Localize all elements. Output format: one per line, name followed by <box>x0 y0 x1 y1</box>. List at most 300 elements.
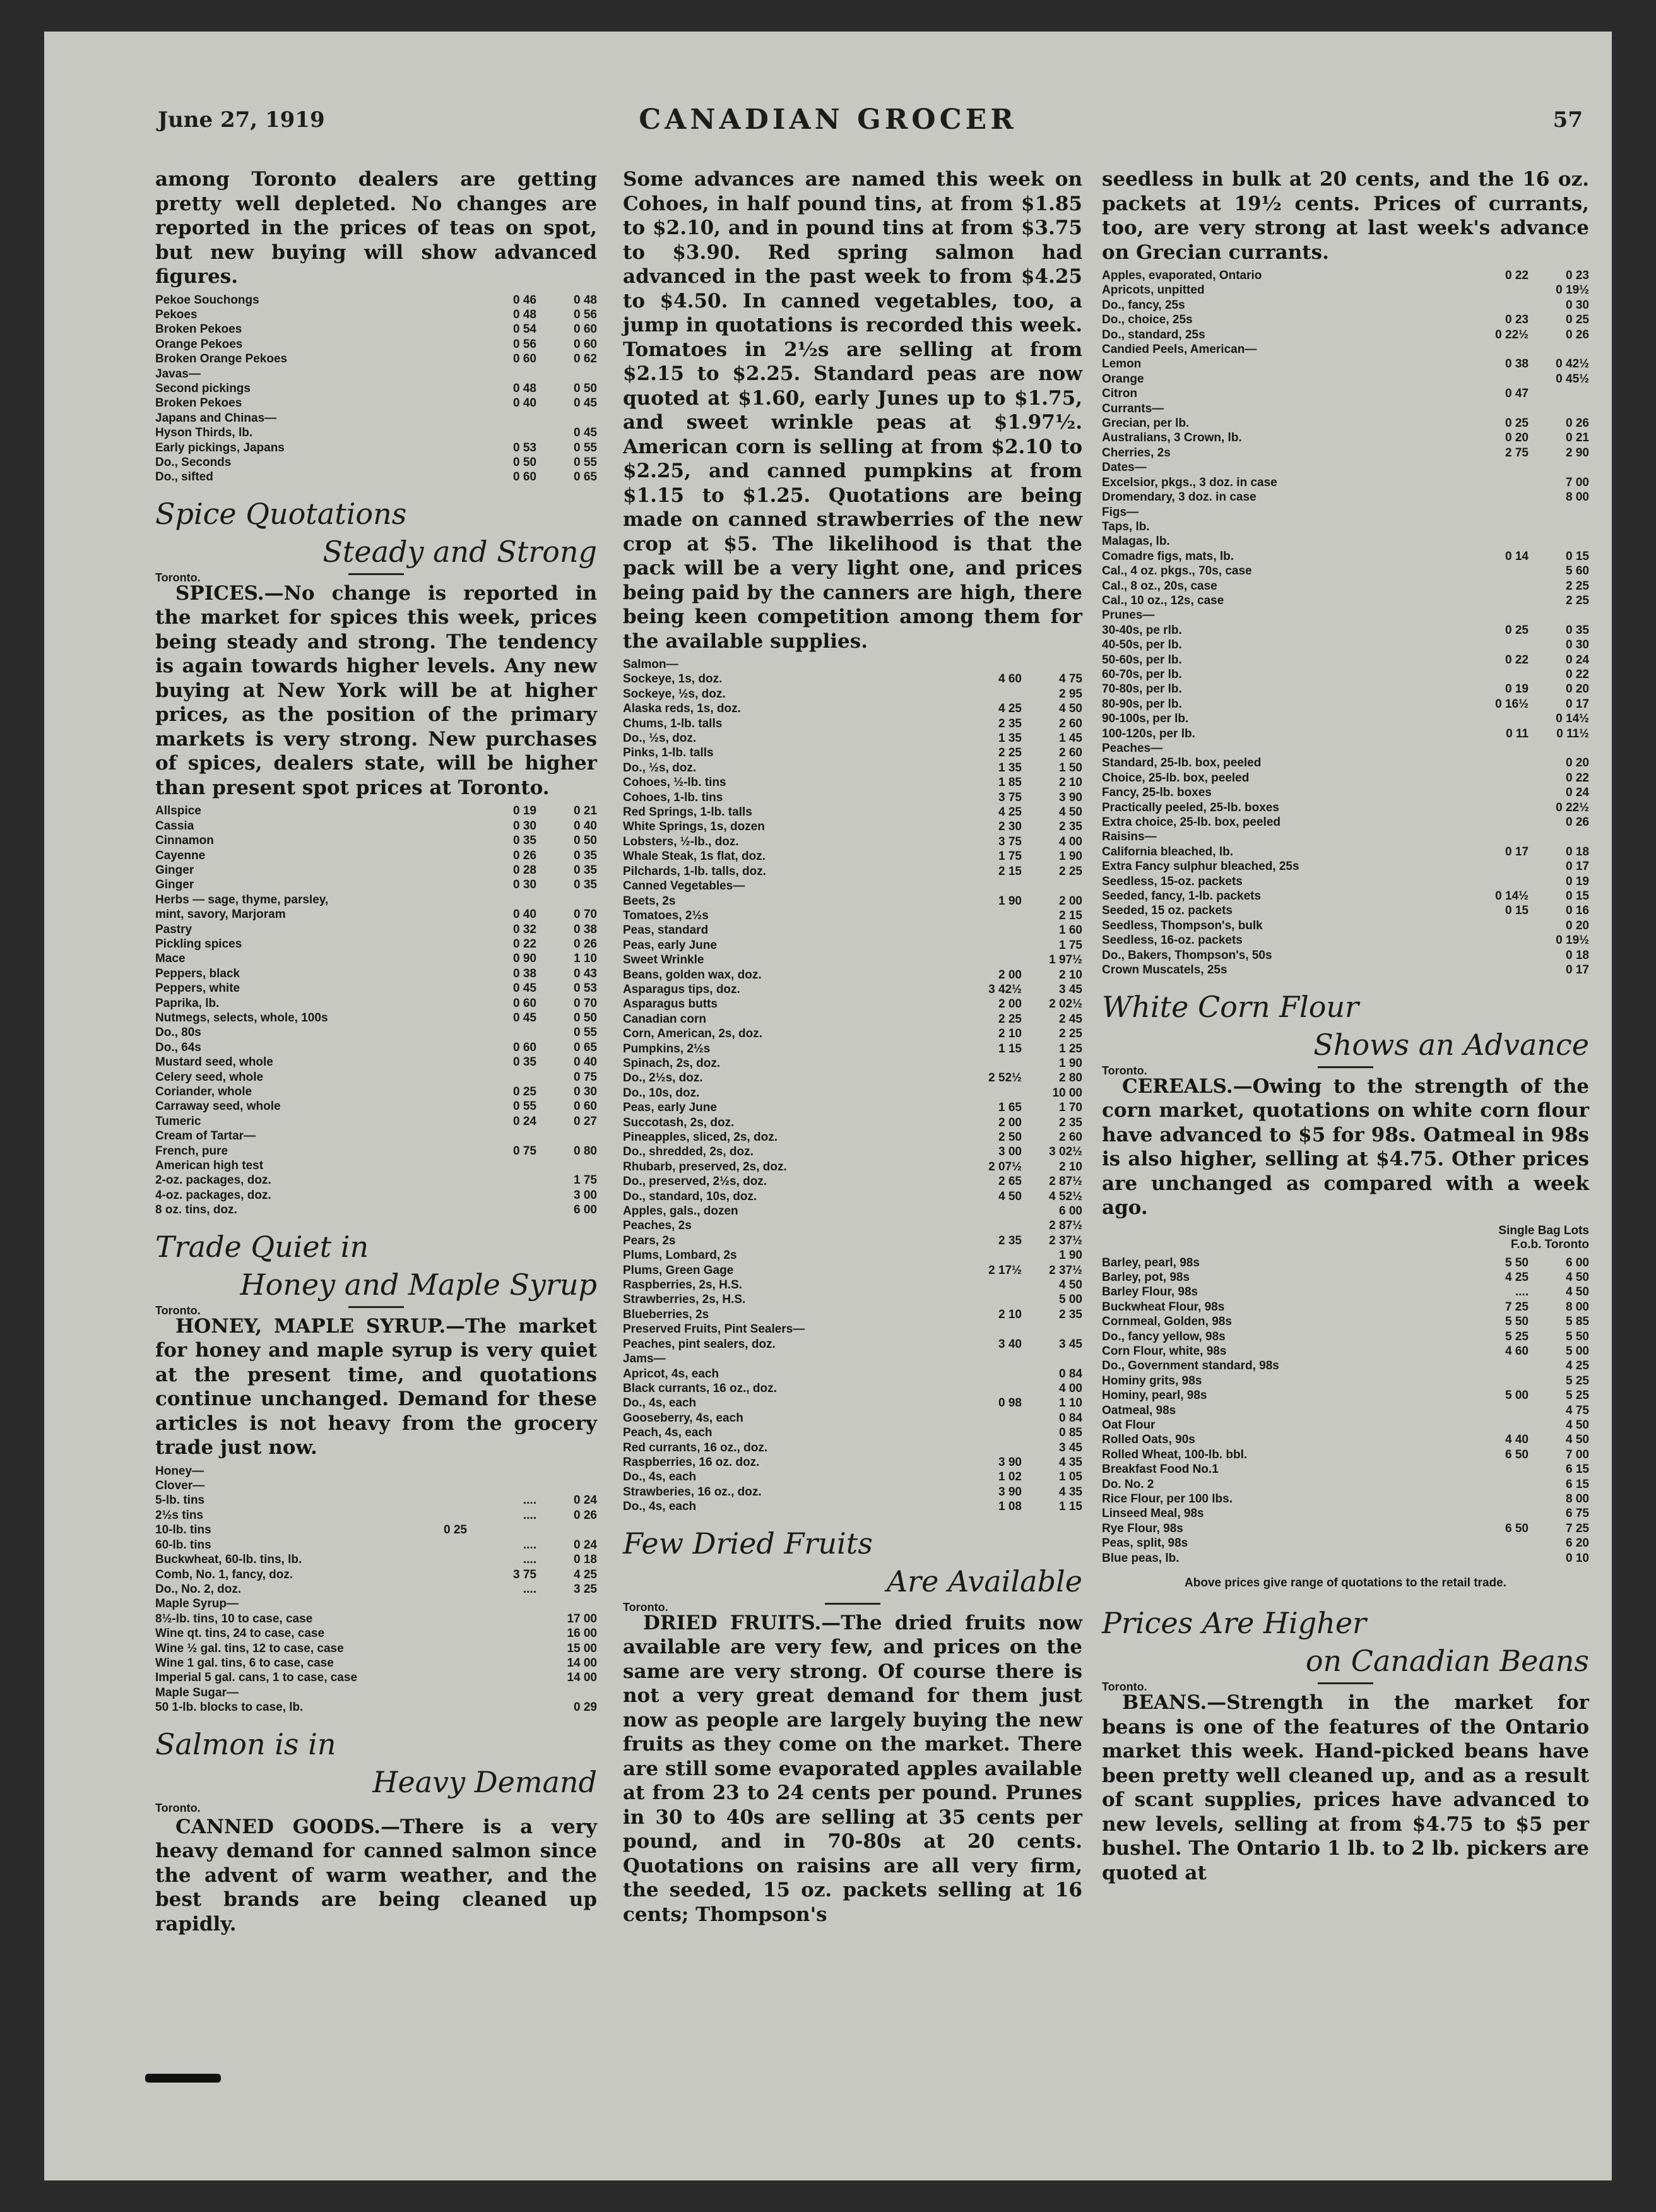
item-name: Do., Seconds <box>155 455 232 469</box>
price-cell: 0 22 <box>513 937 536 951</box>
price-cell <box>1459 520 1529 534</box>
item-name: Seedless, 16-oz. packets <box>1102 934 1243 948</box>
item-name: Beans, golden wax, doz. <box>623 968 762 982</box>
item-name: Dromendary, 3 doz. in case <box>1102 491 1257 504</box>
price-cell: 3 90 <box>998 1455 1022 1469</box>
cereals-table <box>1102 1256 1589 1566</box>
item-name: Peaches, 2s <box>623 1219 692 1233</box>
item-name: Pekoe Souchongs <box>155 293 259 307</box>
dried-heading-line1: Few Dried Fruits <box>623 1526 873 1561</box>
price-cell <box>398 1464 467 1478</box>
table-row <box>623 923 1082 937</box>
price-cell <box>398 1670 467 1685</box>
price-cell: 0 25 <box>1505 623 1529 637</box>
item-name: Grecian, per lb. <box>1102 417 1190 431</box>
item-name: 2½s tins <box>155 1508 204 1522</box>
price-cell: 0 28 <box>513 863 536 877</box>
price-cell: 0 60 <box>513 996 536 1010</box>
price-cell: 0 43 <box>574 966 597 980</box>
price-cell: .... <box>523 1538 536 1552</box>
item-name: Do., preserved, 2½s, doz. <box>623 1175 767 1189</box>
item-name: Cherries, 2s <box>1102 446 1171 460</box>
price-cell: 4 00 <box>1059 835 1082 848</box>
price-cell: 1 08 <box>998 1500 1022 1514</box>
price-cell <box>467 1523 536 1537</box>
divider <box>348 1306 404 1308</box>
price-cell <box>398 1686 467 1700</box>
item-name: Fancy, 25-lb. boxes <box>1102 786 1212 800</box>
price-cell: 1 85 <box>998 776 1022 790</box>
price-cell <box>467 1025 536 1040</box>
table-row <box>1102 431 1589 445</box>
item-name: Do., No. 2, doz. <box>155 1582 242 1596</box>
price-cell <box>467 1188 536 1203</box>
table-row <box>155 863 597 877</box>
price-cell: 5 50 <box>1505 1315 1529 1329</box>
table-row <box>1102 711 1589 726</box>
item-name: Carraway seed, whole <box>155 1100 281 1114</box>
table-row <box>155 951 597 966</box>
table-row <box>1102 653 1589 667</box>
table-row <box>623 849 1082 864</box>
price-cell: 0 35 <box>574 848 597 862</box>
table-row <box>1102 1506 1589 1521</box>
price-cell <box>398 1582 467 1597</box>
price-cell <box>1459 460 1529 475</box>
item-name: Do., 80s <box>155 1026 201 1040</box>
table-row <box>623 1012 1082 1026</box>
price-cell <box>398 1700 467 1715</box>
item-name: Peaches— <box>1102 742 1163 755</box>
honey-heading-line2: Honey and Maple Syrup <box>240 1267 597 1302</box>
table-row <box>623 1485 1082 1499</box>
table-row <box>1102 638 1589 652</box>
cereals-article: CEREALS.—Owing to the strength of the corn market, quotations on white corn flour have advanced to $5 for 98s. Oatmeal in 98s is also higher, selling at $4.75. Other prices are unchanged as compared with a week ago. <box>1102 1074 1589 1219</box>
item-name: Honey— <box>155 1464 204 1478</box>
price-cell: 0 17 <box>1566 860 1589 874</box>
price-cell: 2 02½ <box>1049 997 1082 1011</box>
price-cell: 2 15 <box>1059 908 1082 922</box>
table-row <box>1102 1448 1589 1462</box>
price-cell: 0 60 <box>574 323 597 336</box>
price-cell: .... <box>523 1582 536 1596</box>
price-cell: 2 30 <box>998 820 1022 834</box>
item-name: Orange <box>1102 372 1144 386</box>
item-name: Asparagus butts <box>623 997 718 1011</box>
price-cell <box>952 687 1022 701</box>
price-cell <box>398 1567 467 1582</box>
item-name: Extra Fancy sulphur bleached, 25s <box>1102 860 1299 874</box>
item-name: 80-90s, per lb. <box>1102 697 1182 711</box>
table-row <box>623 1174 1082 1189</box>
price-cell: 0 17 <box>1566 697 1589 711</box>
table-row <box>623 1189 1082 1204</box>
price-cell: .... <box>523 1494 536 1507</box>
table-row <box>623 864 1082 879</box>
price-cell: 0 50 <box>574 1011 597 1025</box>
price-cell: 0 85 <box>1059 1426 1082 1440</box>
item-name: Corn Flour, white, 98s <box>1102 1344 1227 1358</box>
price-cell <box>1459 1492 1529 1506</box>
price-cell <box>1459 475 1529 490</box>
item-name: Canadian corn <box>623 1012 706 1026</box>
item-name: Clover— <box>155 1479 205 1493</box>
table-row <box>1102 948 1589 963</box>
spice-heading-line1: Spice Quotations <box>155 496 407 531</box>
item-name: Spinach, 2s, doz. <box>623 1056 721 1070</box>
price-cell: 0 48 <box>513 307 536 321</box>
price-cell <box>1459 564 1529 578</box>
item-name: Cal., 8 oz., 20s, case <box>1102 579 1217 593</box>
item-name: Do., 4s, each <box>623 1500 697 1514</box>
table-row <box>1102 1300 1589 1314</box>
item-name: Black currants, 16 oz., doz. <box>623 1381 777 1395</box>
table-row <box>155 1114 597 1129</box>
corn-heading-line2: Shows an Advance <box>1313 1027 1589 1062</box>
item-name: California bleached, lb. <box>1102 845 1233 859</box>
item-name: 30-40s, pe rlb. <box>1102 623 1182 637</box>
item-name: Maple Syrup— <box>155 1597 239 1611</box>
table-row <box>623 1322 1082 1336</box>
price-cell: 8 00 <box>1566 491 1589 504</box>
item-name: Succotash, 2s, doz. <box>623 1115 735 1129</box>
price-cell <box>1459 771 1529 785</box>
price-cell: 14 00 <box>567 1656 597 1670</box>
price-cell: 0 27 <box>574 1114 597 1128</box>
price-cell: 0 55 <box>574 1026 597 1040</box>
table-row <box>1102 549 1589 564</box>
table-row <box>1102 1256 1589 1270</box>
item-name: French, pure <box>155 1144 228 1158</box>
table-row <box>623 1071 1082 1085</box>
price-cell: 0 55 <box>574 455 597 469</box>
table-row <box>623 1218 1082 1233</box>
price-cell <box>398 1597 467 1611</box>
price-cell <box>952 1381 1022 1396</box>
table-row <box>1102 1388 1589 1403</box>
price-cell: 0 56 <box>574 307 597 321</box>
item-name: Cream of Tartar— <box>155 1129 256 1143</box>
price-cell <box>467 1070 536 1085</box>
dried-fruits-article: DRIED FRUITS.—The dried fruits now available are very few, and prices on the same are very strong. Of course there is not a very great demand for them just now as people are largely buying the new fruits as they come on the market. There are still some evaporated apples available at from 23 to 24 cents per pound. Prunes in 30 to 40s are selling at 35 cents per pound, and in 70-80s at 20 cents. Quotations on raisins are all very firm, the seeded, 15 oz. packets selling at 16 cents; Thompson's <box>623 1611 1082 1926</box>
price-cell: 0 18 <box>1566 845 1589 859</box>
price-cell: 2 95 <box>1059 687 1082 701</box>
price-cell: 0 90 <box>513 952 536 966</box>
price-cell: 0 40 <box>513 396 536 410</box>
price-cell: 0 30 <box>574 1085 597 1098</box>
item-name: Seedless, Thompson's, bulk <box>1102 919 1263 932</box>
table-row <box>155 877 597 892</box>
table-row <box>623 1455 1082 1470</box>
table-row <box>1102 1285 1589 1299</box>
dateline: Toronto. <box>1102 1064 1147 1077</box>
price-cell <box>1022 1322 1082 1336</box>
item-name: Do., ½s, doz. <box>623 732 697 746</box>
item-name: Do., Government standard, 98s <box>1102 1359 1279 1373</box>
price-cell <box>1459 874 1529 889</box>
price-cell: 0 22 <box>1566 771 1589 785</box>
price-cell: 0 38 <box>1505 357 1529 371</box>
price-cell: 4 00 <box>1059 1381 1082 1395</box>
price-cell: 1 97½ <box>1049 953 1082 967</box>
item-name: Rice Flour, per 100 lbs. <box>1102 1492 1233 1506</box>
table-row <box>155 1055 597 1069</box>
price-cell: 4 50 <box>1059 702 1082 716</box>
item-name: Peppers, white <box>155 982 240 996</box>
item-name: Peas, standard <box>623 924 709 937</box>
price-cell: 0 24 <box>513 1114 536 1128</box>
table-row <box>1102 815 1589 830</box>
price-cell: 3 75 <box>513 1567 536 1581</box>
item-name: Pastry <box>155 922 192 936</box>
price-cell: 0 48 <box>513 381 536 395</box>
table-row <box>623 701 1082 716</box>
price-cell <box>1529 520 1589 534</box>
item-name: Dates— <box>1102 461 1147 475</box>
price-cell <box>1459 815 1529 830</box>
price-cell: 0 16½ <box>1495 697 1529 711</box>
table-row <box>623 938 1082 953</box>
price-cell <box>398 1626 467 1641</box>
price-cell <box>1459 401 1529 416</box>
table-row <box>1102 963 1589 977</box>
table-row <box>623 1470 1082 1484</box>
table-row <box>1102 505 1589 520</box>
item-name: Do., ½s, doz. <box>623 761 697 775</box>
item-name: Hominy, pearl, 98s <box>1102 1389 1207 1403</box>
price-cell <box>1459 1506 1529 1521</box>
price-cell: 0 17 <box>1566 963 1589 977</box>
table-row <box>155 307 597 322</box>
price-cell: 0 25 <box>513 1085 536 1098</box>
price-cell: 2 15 <box>998 864 1022 878</box>
price-cell: 5 25 <box>1566 1389 1589 1403</box>
item-name: Wine 1 gal. tins, 6 to case, case <box>155 1656 334 1670</box>
price-cell <box>467 1626 536 1641</box>
table-row <box>1102 1359 1589 1373</box>
price-cell: 0 65 <box>574 470 597 484</box>
table-row <box>1102 903 1589 918</box>
table-row <box>155 1099 597 1114</box>
price-cell: 2 35 <box>998 717 1022 730</box>
table-row <box>1102 667 1589 682</box>
table-row <box>1102 771 1589 785</box>
salmon-article: CANNED GOODS.—There is a very heavy demand for canned salmon since the advent of warm weather, and the best brands are being cleaned up rapidly. <box>155 1815 597 1936</box>
price-cell <box>1459 1374 1529 1388</box>
ink-smudge <box>145 2074 221 2083</box>
item-name: Pineapples, sliced, 2s, doz. <box>623 1131 778 1144</box>
item-name: Cohoes, ½-lb. tins <box>623 776 726 790</box>
price-cell: 0 62 <box>574 352 597 366</box>
price-cell <box>467 1656 536 1670</box>
table-row <box>1102 1462 1589 1477</box>
price-cell <box>952 657 1022 672</box>
spice-price-table <box>155 804 597 1217</box>
price-cell: 4 60 <box>1505 1344 1529 1358</box>
item-name: Prunes— <box>1102 609 1155 622</box>
price-cell: 5 85 <box>1566 1315 1589 1329</box>
price-cell: 0 35 <box>574 878 597 892</box>
item-name: 2-oz. packages, doz. <box>155 1174 271 1187</box>
price-cell: 4 52½ <box>1049 1189 1082 1203</box>
price-cell: 0 19 <box>513 804 536 818</box>
price-cell: 0 19 <box>1566 874 1589 888</box>
price-cell: 5 25 <box>1505 1329 1529 1343</box>
item-name: Early pickings, Japans <box>155 441 285 455</box>
item-name: Buckwheat, 60-lb. tins, lb. <box>155 1553 302 1567</box>
price-cell: 1 75 <box>998 850 1022 864</box>
table-row <box>623 805 1082 819</box>
price-cell: 1 35 <box>998 732 1022 746</box>
price-cell <box>952 1204 1022 1218</box>
salmon-continued: Some advances are named this week on Cohoes, in half pound tins, at from $1.85 to $2.10, and in pound tins at from $3.75 to $3.90. Red spring salmon had advanced in the past week to from $4.25 to $4.50. In canned vegetables, too, a jump in quotations is recorded this week. Tomatoes in 2½s are selling at from $2.15 to $2.25. Standard peas are now quoted at $1.60, early Junes up to $1.75, and sweet wrinkle peas at $1.97½. American corn is selling at from $2.10 to $2.25, and canned pumpkins at from $1.15 to $1.25. Quotations are being made on canned strawberries of the new crop at $5. The likelihood is that the pack will be a very light one, and prices being paid by the canners are high, there being keen competition among them for the available supplies. <box>623 168 1082 653</box>
table-row <box>623 1381 1082 1396</box>
table-row <box>155 293 597 307</box>
table-row <box>1102 283 1589 297</box>
price-cell: 1 70 <box>1059 1101 1082 1115</box>
price-cell <box>398 1656 467 1670</box>
item-name: Ginger <box>155 863 194 877</box>
price-cell: 2 87½ <box>1049 1175 1082 1189</box>
item-name: 60-70s, per lb. <box>1102 667 1182 681</box>
price-cell <box>952 938 1022 953</box>
price-cell <box>1459 1477 1529 1492</box>
price-cell: 2 25 <box>998 746 1022 760</box>
price-cell: 0 60 <box>513 470 536 484</box>
column-3 <box>1102 167 1589 1889</box>
price-cell: 3 40 <box>998 1337 1022 1351</box>
item-name: 50 1-lb. blocks to case, lb. <box>155 1701 304 1715</box>
price-cell: 0 30 <box>1566 638 1589 652</box>
price-cell: 3 75 <box>998 790 1022 804</box>
table-row <box>155 907 597 922</box>
price-cell: 0 40 <box>574 1055 597 1069</box>
table-row <box>1102 874 1589 889</box>
price-cell: 2 35 <box>1059 1307 1082 1321</box>
price-cell <box>952 953 1022 967</box>
item-name: Peas, early June <box>623 938 717 952</box>
price-cell: 0 24 <box>1566 786 1589 800</box>
price-cell <box>536 1686 597 1700</box>
column-2 <box>623 167 1082 1930</box>
price-cell: 3 25 <box>574 1582 597 1596</box>
table-row <box>155 352 597 366</box>
item-name: 60-lb. tins <box>155 1538 211 1552</box>
table-row <box>155 1538 597 1552</box>
price-cell: 3 00 <box>998 1145 1022 1159</box>
price-cell: 7 00 <box>1566 1448 1589 1461</box>
price-cell: 0 10 <box>1566 1551 1589 1565</box>
item-name: Barley Flour, 98s <box>1102 1285 1198 1299</box>
item-name: Raisins— <box>1102 830 1157 844</box>
price-cell: 1 60 <box>1059 924 1082 937</box>
price-cell: 0 15 <box>1505 904 1529 918</box>
table-row <box>155 381 597 396</box>
item-name: Apricots, unpitted <box>1102 283 1205 297</box>
cereals-column-header: Single Bag Lots <box>1498 1223 1589 1237</box>
table-row <box>1102 845 1589 859</box>
table-row <box>155 1478 597 1493</box>
table-row <box>155 1129 597 1143</box>
price-cell <box>952 1411 1022 1425</box>
item-name: Peaches, pint sealers, doz. <box>623 1337 776 1351</box>
item-name: Buckwheat Flour, 98s <box>1102 1300 1225 1314</box>
price-cell <box>952 1425 1022 1440</box>
price-cell <box>467 1612 536 1626</box>
divider <box>1318 1066 1373 1068</box>
price-cell: 4 35 <box>1059 1455 1082 1469</box>
item-name: 4-oz. packages, doz. <box>155 1188 271 1202</box>
price-cell: 4 25 <box>1566 1359 1589 1373</box>
price-cell: 0 55 <box>513 1100 536 1114</box>
price-cell: 2 87½ <box>1049 1219 1082 1233</box>
table-row <box>155 1641 597 1656</box>
item-name: Barley, pot, 98s <box>1102 1270 1190 1284</box>
price-cell: 4 50 <box>1566 1433 1589 1447</box>
table-row <box>623 790 1082 805</box>
table-row <box>155 1203 597 1217</box>
price-cell: 4 75 <box>1566 1403 1589 1417</box>
table-row <box>1102 1551 1589 1566</box>
price-cell <box>1459 490 1529 504</box>
price-cell: 0 35 <box>513 1055 536 1069</box>
table-row <box>623 1292 1082 1307</box>
item-name: 8½-lb. tins, 10 to case, case <box>155 1612 313 1626</box>
item-name: Paprika, lb. <box>155 996 220 1010</box>
item-name: Peppers, black <box>155 966 240 980</box>
price-cell: 2 35 <box>1059 820 1082 834</box>
cereals-column-subheader: F.o.b. Toronto <box>1510 1237 1589 1251</box>
table-row <box>623 672 1082 686</box>
price-cell: 0 11 <box>1506 727 1529 740</box>
price-cell: 0 32 <box>513 922 536 936</box>
price-cell <box>1529 401 1589 416</box>
table-row <box>155 1070 597 1085</box>
tea-price-table <box>155 293 597 485</box>
divider <box>825 1603 880 1605</box>
price-cell: 3 00 <box>574 1188 597 1202</box>
price-cell: 1 90 <box>1059 1056 1082 1070</box>
table-row <box>1102 446 1589 460</box>
price-cell: 4 25 <box>998 702 1022 716</box>
item-name: Broken Pekoes <box>155 323 242 336</box>
spice-article: SPICES.—No change is reported in the market for spices this week, prices being steady and strong. The tendency is again towards higher levels. Any new buying at New York will be at higher prices, as the position of the primary markets is very strong. New purchases of spices, dealers state, will be higher than present spot prices at Toronto. <box>155 581 597 799</box>
item-name: 90-100s, per lb. <box>1102 712 1189 726</box>
price-cell <box>467 425 536 440</box>
price-cell: 0 25 <box>1505 417 1529 431</box>
item-name: Do., Bakers, Thompson's, 50s <box>1102 948 1272 962</box>
price-cell <box>1529 342 1589 357</box>
price-cell <box>952 1278 1022 1292</box>
item-name: mint, savory, Marjoram <box>155 908 286 922</box>
price-cell <box>1459 298 1529 312</box>
price-cell <box>1459 919 1529 933</box>
table-row <box>155 396 597 410</box>
price-cell <box>952 1086 1022 1100</box>
price-cell <box>1459 608 1529 622</box>
price-cell: 0 55 <box>574 441 597 455</box>
price-cell: 1 50 <box>1059 761 1082 775</box>
table-row <box>1102 741 1589 756</box>
price-cell: 1 25 <box>1059 1042 1082 1055</box>
price-cell: 0 30 <box>513 878 536 892</box>
price-cell <box>1529 386 1589 401</box>
table-row <box>623 968 1082 982</box>
price-cell: 3 90 <box>998 1485 1022 1499</box>
item-name: Whale Steak, 1s flat, doz. <box>623 850 766 864</box>
table-row <box>155 367 597 381</box>
price-cell: 0 38 <box>574 922 597 936</box>
